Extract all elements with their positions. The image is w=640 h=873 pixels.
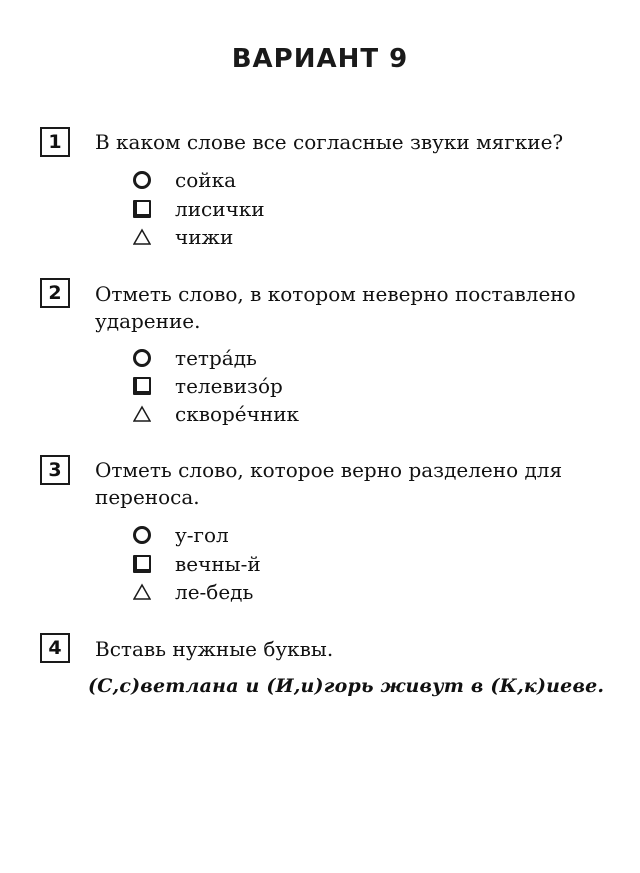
circle-icon[interactable] <box>133 349 151 367</box>
question-number-2: 2 <box>40 278 70 308</box>
option-3-1[interactable] <box>133 522 229 548</box>
question-text-1: В каком слове все согласные звуки мягкие? <box>95 130 564 154</box>
option-label: вечны-й <box>175 552 261 576</box>
square-icon[interactable] <box>133 377 151 395</box>
option-1-2[interactable] <box>133 196 265 222</box>
question-number-3: 3 <box>40 455 70 485</box>
option-2-1[interactable] <box>133 345 257 371</box>
option-label: скворе́чник <box>175 402 300 426</box>
option-label: у-гол <box>175 523 229 547</box>
question-text-2: Отметь слово, в котором неверно поставлено ударение. <box>95 282 576 333</box>
question-number-1: 1 <box>40 127 70 157</box>
option-1-1[interactable] <box>133 167 236 193</box>
question-text-4: Вставь нужные буквы. <box>95 637 334 661</box>
circle-icon[interactable] <box>133 171 151 189</box>
question-text-3: Отметь слово, которое верно разделено для переноса. <box>95 458 563 509</box>
option-2-3[interactable] <box>133 401 299 427</box>
option-label: лисички <box>175 197 265 221</box>
option-3-3[interactable] <box>133 579 253 605</box>
triangle-icon[interactable] <box>133 405 151 423</box>
triangle-icon[interactable] <box>133 228 151 246</box>
triangle-icon[interactable] <box>133 583 151 601</box>
option-1-3[interactable] <box>133 224 233 250</box>
option-label: сойка <box>175 168 236 192</box>
square-icon[interactable] <box>133 200 151 218</box>
option-2-2[interactable] <box>133 373 283 399</box>
page-title: ВАРИАНТ 9 <box>231 44 409 74</box>
question-number-4: 4 <box>40 633 70 663</box>
option-label: чижи <box>175 225 234 249</box>
option-label: ле-бедь <box>175 580 254 604</box>
task-sentence: (С,с)ветлана и (И,и)горь живут в (К,к)иеве. <box>88 675 605 697</box>
option-3-2[interactable] <box>133 551 261 577</box>
option-label: тетра́дь <box>175 346 257 370</box>
option-label: телевизо́р <box>175 374 283 398</box>
circle-icon[interactable] <box>133 526 151 544</box>
square-icon[interactable] <box>133 555 151 573</box>
